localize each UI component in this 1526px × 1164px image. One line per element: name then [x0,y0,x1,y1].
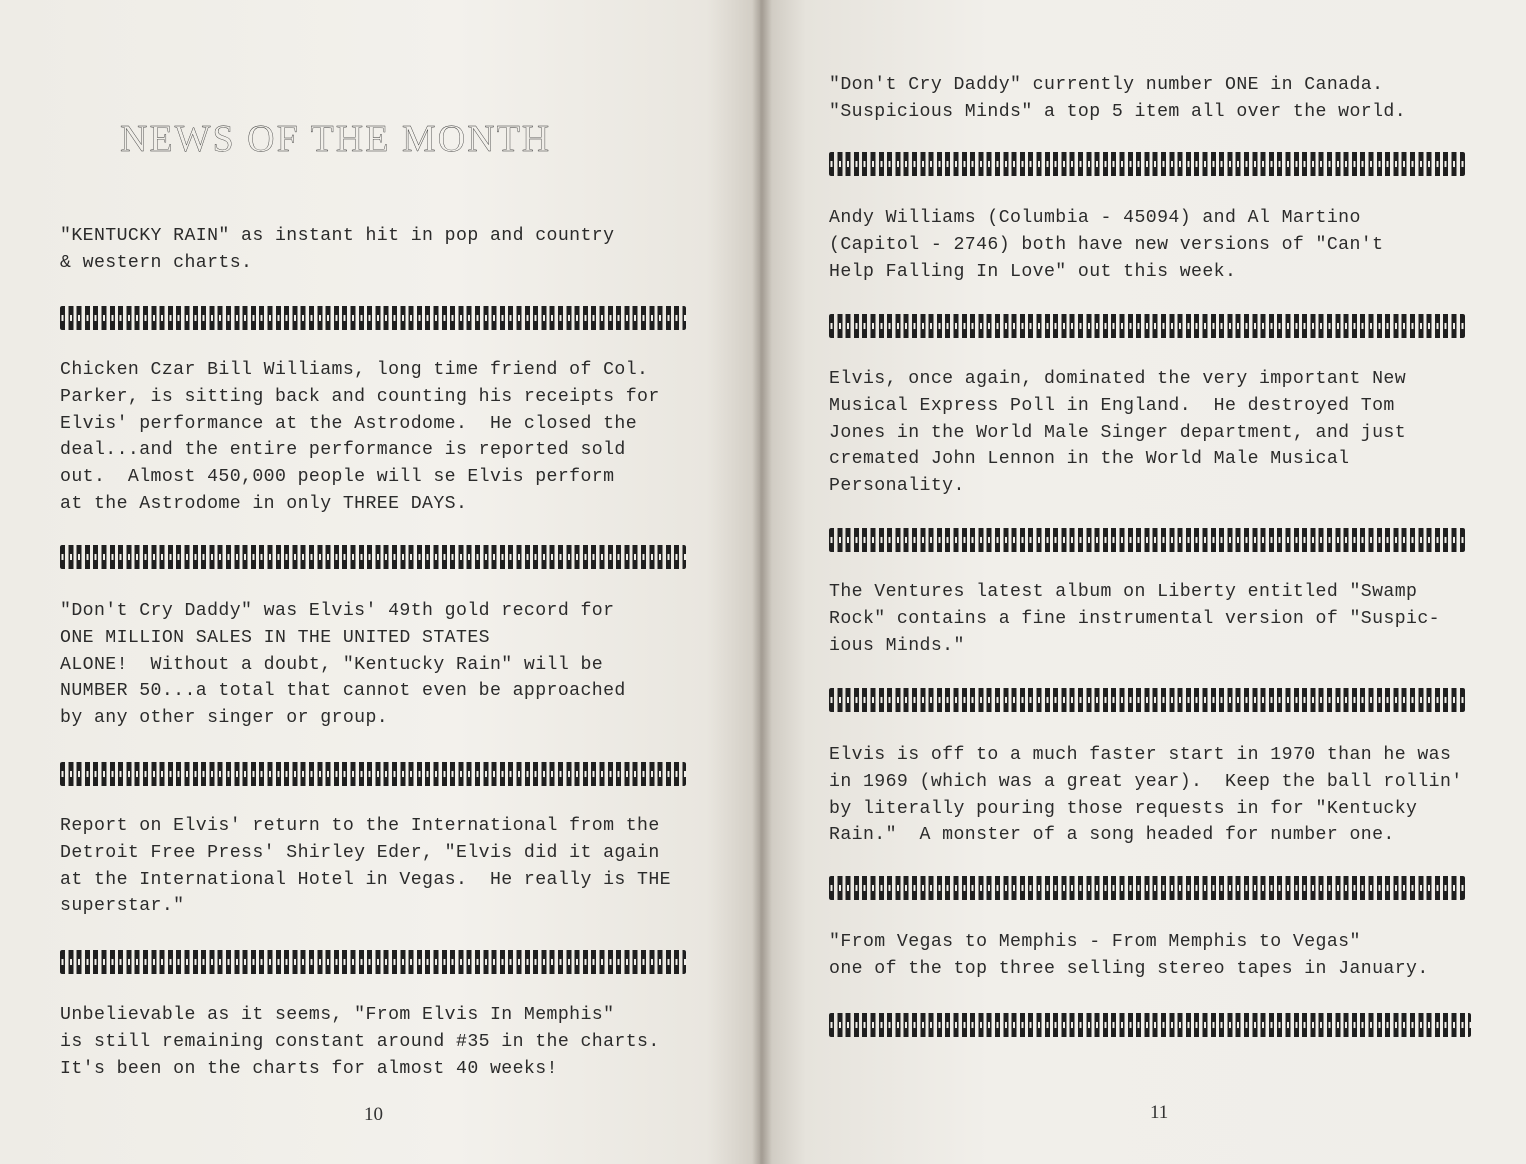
page-title: NEWS OF THE MONTH [120,118,552,161]
divider [829,876,1465,900]
news-item-memphis-album: Unbelievable as it seems, "From Elvis In Memphis" is still remaining constant around #35 in the charts. It's been on the charts for almost 40 weeks! [60,1005,660,1079]
right-page [760,0,1526,1164]
news-item-kentucky-rain: "KENTUCKY RAIN" as instant hit in pop and country & western charts. [60,226,615,273]
page-number: 10 [364,1104,383,1125]
news-item-astrodome: Chicken Czar Bill Williams, long time friend of Col. Parker, is sitting back and counting his receipts for Elvis' performance at the Astrodome. He closed the deal...and the entire performance is reported sold out. Almost 450,000 people will se Elvis perform at the Astrodome in only THREE DAYS. [60,360,660,514]
divider [829,152,1465,176]
divider [829,688,1465,712]
page-number: 11 [1150,1102,1169,1123]
left-page [0,0,760,1164]
divider [829,1013,1471,1037]
book-gutter [752,0,772,1164]
news-item-ventures: The Ventures latest album on Liberty entitled "Swamp Rock" contains a fine instrumental version of "Suspic- ious Minds." [829,582,1440,656]
divider [829,528,1465,552]
divider [60,762,686,786]
news-item-nme-poll: Elvis, once again, dominated the very important New Musical Express Poll in England. He destroyed Tom Jones in the World Male Singer department, and just cremated John Lennon in the World Male Musical Personality. [829,369,1407,497]
divider [60,545,686,569]
divider [60,306,686,330]
news-item-international-report: Report on Elvis' return to the International from the Detroit Free Press' Shirley Eder, "Elvis did it again at the International Hotel in Vegas. He really is THE superstar." [60,816,671,917]
news-item-gold-record: "Don't Cry Daddy" was Elvis' 49th gold record for ONE MILLION SALES IN THE UNITED STATES ALONE! Without a doubt, "Kentucky Rain" will be NUMBER 50...a total that cannot even be approached by any other singer or group. [60,601,626,729]
news-item-cant-help-falling: Andy Williams (Columbia - 45094) and Al Martino (Capitol - 2746) both have new versions of "Can't Help Falling In Love" out this week. [829,208,1384,282]
news-item-1970-start: Elvis is off to a much faster start in 1970 than he was in 1969 (which was a great year). Keep the ball rollin' by literally pouring those requests in for "Kentucky Rain." A monster of a song headed for number one. [829,745,1463,846]
divider [829,314,1465,338]
news-item-canada: "Don't Cry Daddy" currently number ONE in Canada. "Suspicious Minds" a top 5 item all over the world. [829,75,1407,122]
divider [60,950,686,974]
news-item-stereo-tapes: "From Vegas to Memphis - From Memphis to Vegas" one of the top three selling stereo tapes in January. [829,932,1429,979]
